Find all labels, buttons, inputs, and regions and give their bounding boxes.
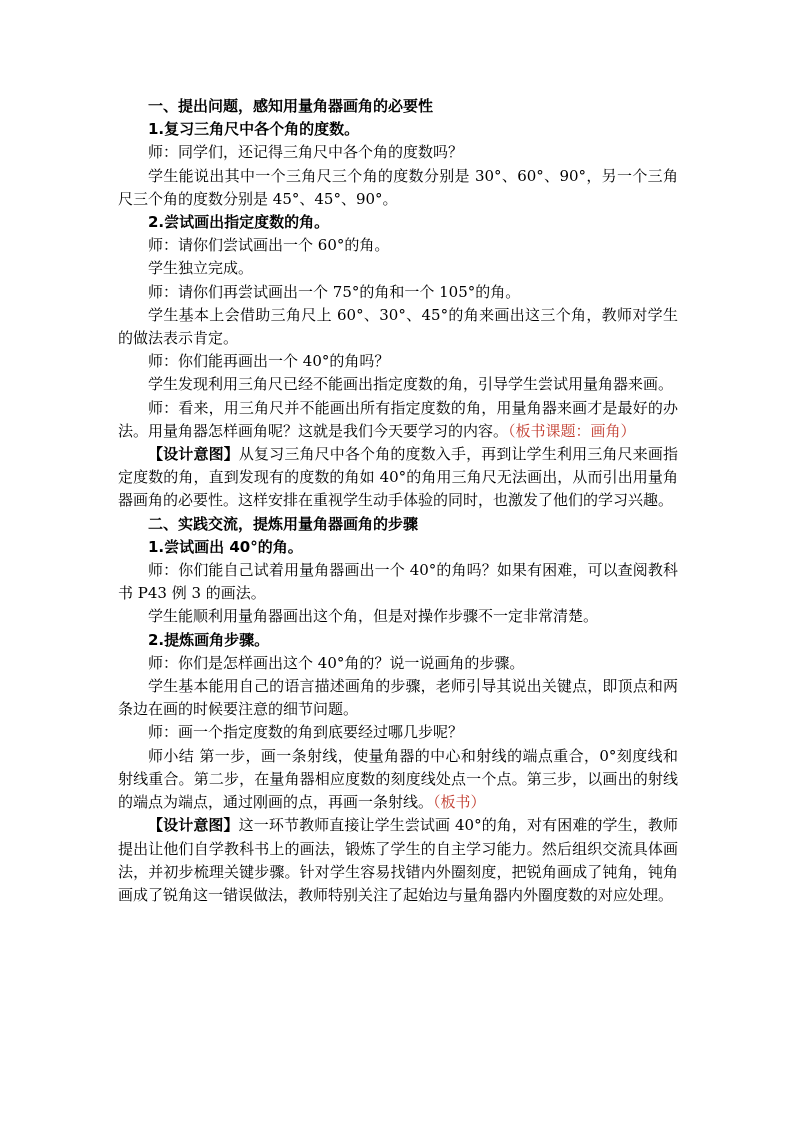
board-note: （板书课题：画角） [508,421,636,440]
section2-subheading-2: 2.提炼画角步骤。 [148,630,270,649]
design-intent-paragraph [118,443,678,513]
design-intent-label: 【设计意图】 [148,816,239,835]
document-page [118,95,678,907]
paragraph: 师：请你们尝试画出一个 60°的角。 [148,236,390,255]
paragraph: 学生能说出其中一个三角尺三个角的度数分别是 30°、60°、90°，另一个三角尺三个角的度数分别是 45°、45°、90°。 [118,166,678,208]
paragraph: 师：你们能再画出一个 40°的角吗？ [148,352,390,371]
paragraph-text: 师小结 第一步，画一条射线，使量角器的中心和射线的端点重合，0°刻度线和射线重合。第二步，在量角器相应度数的刻度线处点一个点。第三步，以画出的射线的端点为端点，通过刚画的点，再画一条射线。 [118,746,678,812]
section1-subheading-1: 1.复习三角尺中各个角的度数。 [148,120,360,139]
paragraph: 学生基本上会借助三角尺上 60°、30°、45°的角来画出这三个角，教师对学生的做法表示肯定。 [118,305,678,348]
section2-heading: 二、实践交流，提炼用量角器画角的步骤 [148,514,419,533]
paragraph: 师：同学们，还记得三角尺中各个角的度数吗？ [148,143,464,162]
section1-subheading-2: 2.尝试画出指定度数的角。 [148,213,330,232]
design-intent-text: 从复习三角尺中各个角的度数入手，再到让学生利用三角尺来画指定度数的角，直到发现有的度数的角如 40°的角用三角尺无法画出，从而引出用量角器画角的必要性。这样安排在重视学生动手体验的同时，也激发了他们的学习兴趣。 [118,445,678,510]
paragraph: 师：你们能自己试着用量角器画出一个 40°的角吗？如果有困难，可以查阅教科书 P43 例 3 的画法。 [118,561,678,603]
paragraph: 师：画一个指定度数的角到底要经过哪几步呢？ [148,723,464,742]
board-note: （板书） [433,793,486,812]
section1-heading: 一、提出问题，感知用量角器画角的必要性 [148,97,434,115]
paragraph: 学生独立完成。 [148,259,254,278]
section2-subheading-1: 1.尝试画出 40°的角。 [148,537,303,556]
paragraph [118,397,678,443]
design-intent-text: 这一环节教师直接让学生尝试画 40°的角，对有困难的学生，教师提出让他们自学教科书上的画法，锻炼了学生的自主学习能力。然后组织交流具体画法，并初步梳理关键步骤。针对学生容易找错内外圈刻度，把锐角画成了钝角，钝角画成了锐角这一错误做法，教师特别关注了起始边与量角器内外圈度数的对应处理。 [118,816,678,904]
paragraph [118,745,678,815]
paragraph: 学生发现利用三角尺已经不能画出指定度数的角，引导学生尝试用量角器来画。 [148,375,674,394]
paragraph: 师：请你们再尝试画出一个 75°的角和一个 105°的角。 [148,282,521,301]
paragraph-text: 师：看来，用三角尺并不能画出所有指定度数的角，用量角器来画才是最好的办法。用量角器怎样画角呢？这就是我们今天要学习的内容。 [118,398,678,440]
paragraph: 师：你们是怎样画出这个 40°角的？说一说画角的步骤。 [148,653,525,672]
paragraph: 学生能顺利用量角器画出这个角，但是对操作步骤不一定非常清楚。 [148,607,599,626]
paragraph: 学生基本能用自己的语言描述画角的步骤，老师引导其说出关键点，即顶点和两条边在画的时候要注意的细节问题。 [118,677,678,719]
design-intent-label: 【设计意图】 [148,445,239,464]
design-intent-paragraph [118,814,678,907]
